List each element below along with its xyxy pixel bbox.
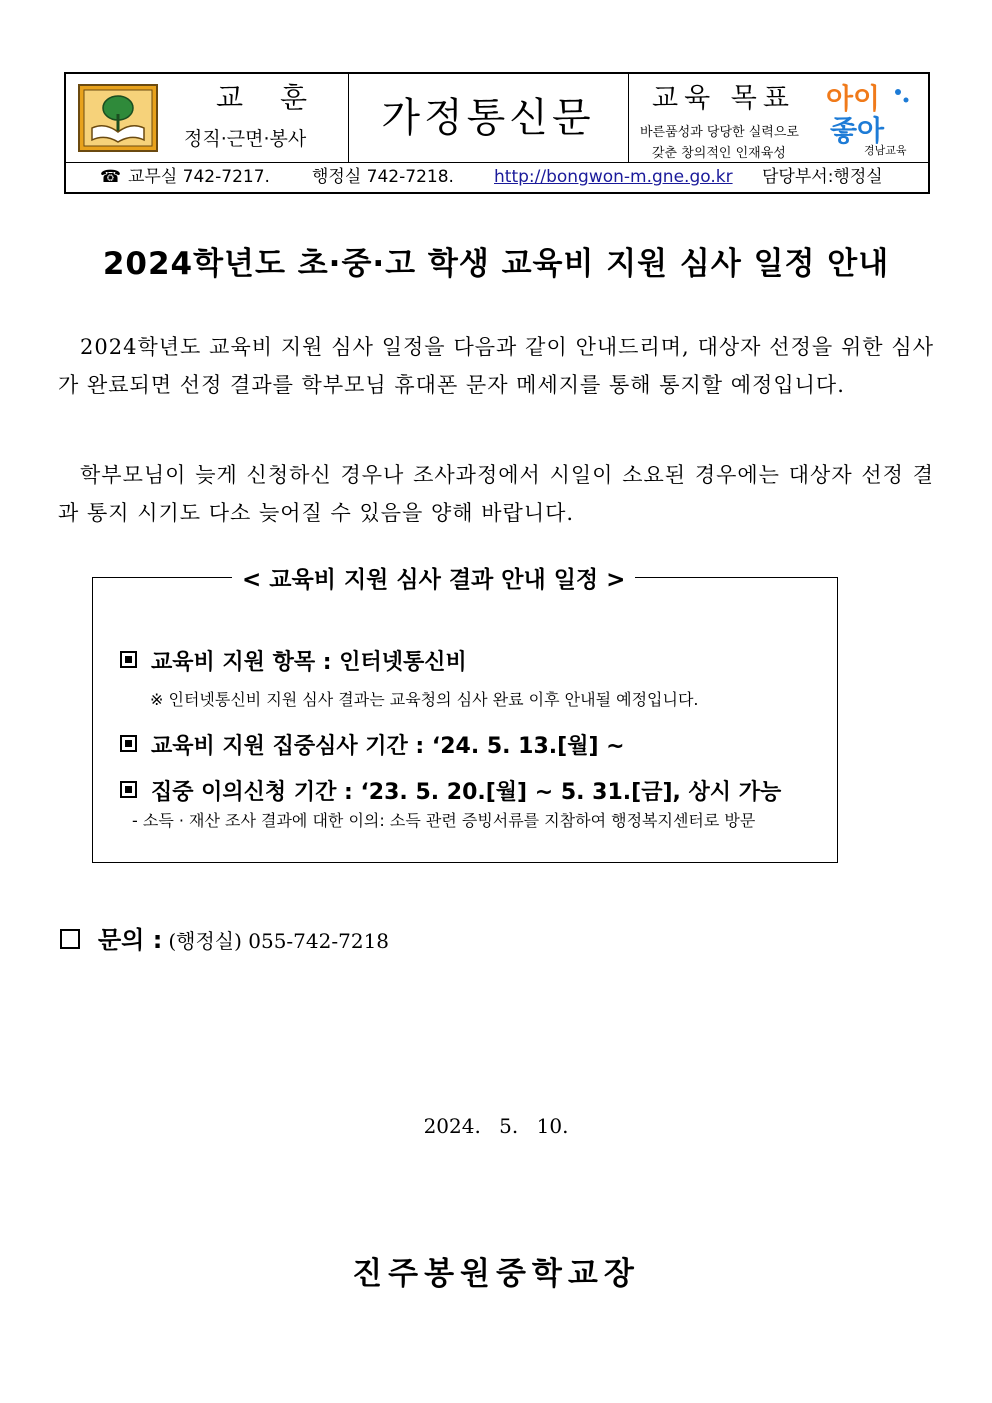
school-emblem-icon [78, 84, 158, 152]
schedule-item-text: 교육비 지원 집중심사 기간 : ‘24. 5. 13.[월] ~ [151, 734, 625, 759]
admin-phone: 행정실 742-7218. [312, 167, 454, 187]
schedule-box-title: < 교육비 지원 심사 결과 안내 일정 > [232, 561, 635, 594]
schedule-item-review-period [120, 729, 625, 760]
schedule-item-text: 교육비 지원 항목 : 인터넷통신비 [151, 650, 467, 675]
motto-text: 정직·근면·봉사 [184, 128, 307, 150]
principal-signature: 진주봉원중학교장 [352, 1256, 640, 1292]
office-phone: 교무실 742-7217. [128, 167, 270, 187]
filled-square-bullet-icon [120, 781, 137, 798]
delay-notice-text: 학부모님이 늦게 신청하신 경우나 조사과정에서 시일이 소요된 경우에는 대상자 선정 결과 통지 시기도 다소 늦어질 수 있음을 양해 바랍니다. [58, 463, 934, 525]
logo-subtitle: 경남교육 [864, 144, 907, 157]
motto-heading: 교 훈 [216, 81, 321, 114]
phone-icon: ☎ [100, 167, 122, 187]
schedule-item-objection-period [120, 775, 781, 806]
inquiry-label: 문의 : [98, 926, 163, 954]
contact-info [66, 162, 928, 192]
newsletter-title-cell [348, 74, 629, 162]
issue-date: 2024. 5. 10. [423, 1114, 569, 1138]
letterhead-table [64, 72, 930, 194]
schedule-item-text: 집중 이의신청 기간 : ‘23. 5. 20.[월] ~ 5. 31.[금], 상시 가능 [151, 780, 782, 805]
filled-square-bullet-icon [120, 735, 137, 752]
education-goal-cell [628, 74, 928, 162]
gyeongnam-education-logo [824, 78, 922, 158]
logo-line-1: 아이 [826, 82, 881, 115]
logo-line-2: 좋아 [830, 114, 885, 147]
goal-line-1: 바른품성과 당당한 실력으로 [640, 125, 799, 140]
school-website-link[interactable]: http://bongwon-m.gne.go.kr [494, 167, 733, 187]
delay-notice-paragraph [58, 456, 934, 532]
inquiry-contact: (행정실) 055-742-7218 [168, 929, 390, 953]
goal-heading: 교육 목표 [652, 83, 795, 114]
goal-line-2: 갖춘 창의적인 인재육성 [652, 146, 786, 161]
objection-note: - 소득 · 재산 조사 결과에 대한 이의: 소득 관련 증빙서류를 지참하여 행정복지센터로 방문 [132, 811, 756, 830]
contact-row [66, 162, 928, 192]
filled-square-bullet-icon [120, 651, 137, 668]
document-title: 2024학년도 초·중·고 학생 교육비 지원 심사 일정 안내 [102, 246, 890, 282]
inquiry-line [60, 920, 389, 955]
empty-square-bullet-icon [60, 929, 80, 949]
intro-paragraph [58, 328, 934, 404]
letterhead-top-row [66, 74, 928, 163]
schedule-item-support-category [120, 645, 467, 676]
school-motto-cell [66, 74, 349, 162]
internet-fee-note: ※ 인터넷통신비 지원 심사 결과는 교육청의 심사 완료 이후 안내될 예정입니다. [150, 690, 699, 709]
responsible-department: 담당부서:행정실 [762, 167, 883, 187]
newsletter-title: 가정통신문 [381, 95, 595, 141]
intro-paragraph-text: 2024학년도 교육비 지원 심사 일정을 다음과 같이 안내드리며, 대상자 선정을 위한 심사가 완료되면 선정 결과를 학부모님 휴대폰 문자 메세지를 통해 통지할 예정입니다. [58, 335, 934, 397]
